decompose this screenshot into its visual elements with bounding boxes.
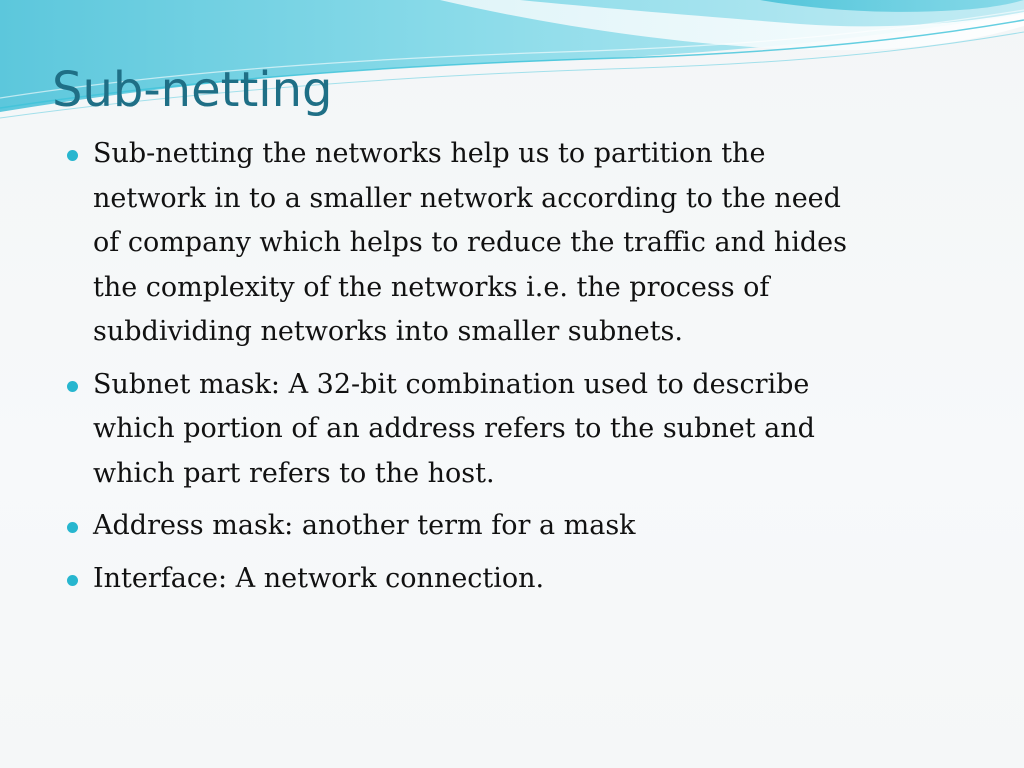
bullet-item-subnet-mask [66, 363, 966, 497]
bullet-dot-icon [67, 522, 78, 533]
slide-title: Sub-netting [52, 62, 333, 118]
bullet-item-interface [66, 557, 966, 602]
bullet-text: Sub-netting the networks help us to partition the network in to a smaller network according to the need of company which helps to reduce the traffic and hides the complexity of the networks i.e. the process of subdividing networks into smaller subnets. [93, 138, 847, 347]
bullet-dot-icon [67, 150, 78, 161]
bullet-item-subnetting [66, 132, 966, 355]
bullet-dot-icon [67, 575, 78, 586]
bullet-item-address-mask [66, 504, 966, 549]
bullet-dot-icon [67, 381, 78, 392]
bullet-text: Address mask: another term for a mask [93, 510, 636, 541]
bullet-text: Subnet mask: A 32-bit combination used to describe which portion of an address refers to the subnet and which part refers to the host. [93, 368, 815, 489]
bullet-text: Interface: A network connection. [93, 562, 545, 594]
bullet-list [66, 132, 966, 609]
